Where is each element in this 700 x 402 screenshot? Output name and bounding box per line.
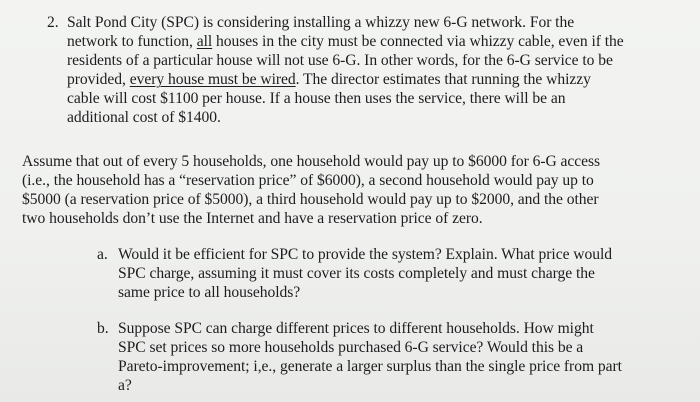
emphasis-underline: all bbox=[196, 33, 213, 50]
question-text: additional cost of $1400. bbox=[67, 109, 221, 126]
question-text: houses in the city must be connected via whizzy cable, even if the bbox=[212, 33, 624, 50]
question-line-4 bbox=[67, 70, 591, 89]
part-a-line-3: same price to all households? bbox=[118, 284, 301, 301]
part-b-line-2: SPC set prices so more households purchased 6-G service? Would this be a bbox=[118, 339, 584, 356]
question-text: provided, bbox=[67, 71, 130, 88]
question-line-5 bbox=[67, 89, 565, 108]
assumption-line-3: $5000 (a reservation price of $5000), a third household would pay up to $2000, and the other bbox=[22, 191, 599, 208]
question-number: 2. bbox=[47, 14, 59, 31]
assumption-line-4: two households don’t use the Internet and have a reservation price of zero. bbox=[22, 210, 483, 227]
part-b-line-3: Pareto-improvement; i,e., generate a larger surplus than the single price from part bbox=[118, 358, 622, 375]
question-text: Salt Pond City (SPC) is considering installing a whizzy new 6-G network. For the bbox=[67, 14, 575, 31]
question-text: network to function, bbox=[67, 33, 197, 50]
emphasis-underline: every house must be wired bbox=[129, 71, 296, 88]
question-text: residents of a particular house will not use 6-G. In other words, for the 6-G service to be bbox=[67, 52, 613, 69]
question-text: cable will cost $1100 per house. If a house then uses the service, there will be an bbox=[67, 90, 566, 107]
part-a-label: a. bbox=[97, 246, 108, 263]
question-line-6 bbox=[67, 108, 221, 127]
part-b-line-4: a? bbox=[118, 377, 132, 394]
part-a-line-1: Would it be efficient for SPC to provide the system? Explain. What price would bbox=[118, 246, 613, 263]
question-line-1 bbox=[67, 13, 574, 32]
question-text: . The director estimates that running the whizzy bbox=[295, 71, 591, 88]
part-b-label: b. bbox=[97, 320, 109, 337]
question-line-2 bbox=[67, 32, 624, 51]
assumption-line-1: Assume that out of every 5 households, one household would pay up to $6000 for 6-G access bbox=[22, 153, 601, 170]
part-a-line-2: SPC charge, assuming it must cover its costs completely and must charge the bbox=[118, 265, 595, 282]
question-line-3 bbox=[67, 51, 613, 70]
assumption-line-2: (i.e., the household has a “reservation price” of $6000), a second household would pay up to bbox=[22, 172, 594, 189]
part-b-line-1: Suppose SPC can charge different prices to different households. How might bbox=[118, 320, 594, 337]
